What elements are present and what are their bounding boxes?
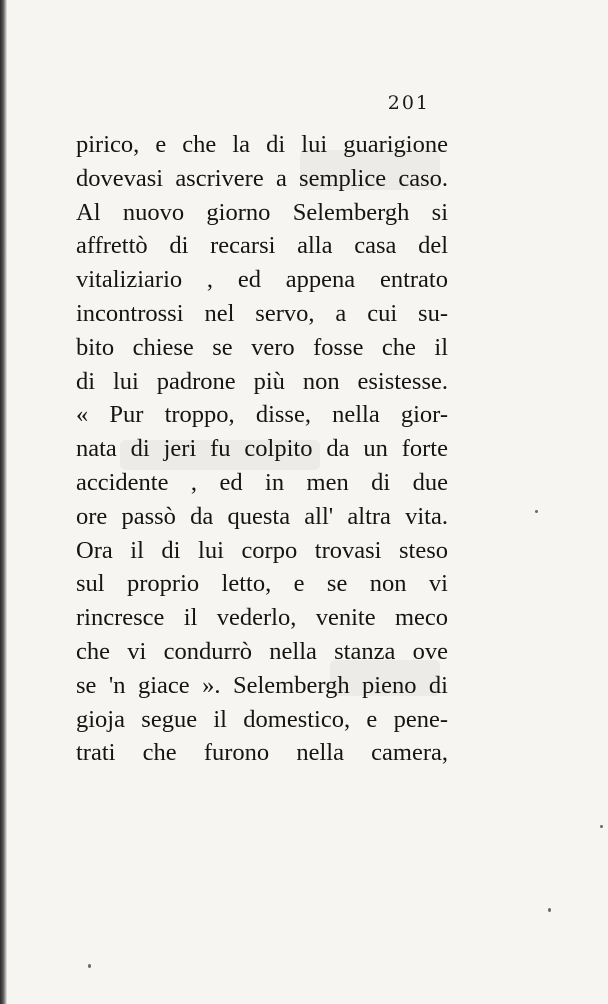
text-line: di lui padrone più non esistesse. <box>76 367 448 395</box>
paper-speck <box>88 964 91 968</box>
text-line: vitaliziario , ed appena entrato <box>76 266 448 294</box>
text-line: « Pur troppo, disse, nella gior- <box>76 401 448 429</box>
text-line: incontrossi nel servo, a cui su- <box>76 299 448 327</box>
paper-speck <box>600 825 603 828</box>
text-line: bito chiese se vero fosse che il <box>76 333 448 361</box>
text-line: Ora il di lui corpo trovasi steso <box>76 536 448 564</box>
text-line: Al nuovo giorno Selembergh si <box>76 198 448 226</box>
paper-speck <box>535 510 538 513</box>
text-line: gioja segue il domestico, e pene- <box>76 705 448 733</box>
text-line: dovevasi ascrivere a semplice caso. <box>76 164 448 192</box>
paper-speck <box>548 908 551 912</box>
page-number: 201 <box>387 92 430 114</box>
text-line: pirico, e che la di lui guarigione <box>76 131 448 158</box>
text-line: accidente , ed in men di due <box>76 468 448 496</box>
text-line: nata di jeri fu colpito da un forte <box>76 435 448 463</box>
text-line: trati che furono nella camera, <box>76 739 448 767</box>
text-line: rincresce il vederlo, venite meco <box>76 604 448 632</box>
text-line: affrettò di recarsi alla casa del <box>76 232 448 260</box>
text-line: sul proprio letto, e se non vi <box>76 570 448 598</box>
text-line: ore passò da questa all' altra vita. <box>76 502 448 530</box>
page-edge-shadow <box>0 0 7 1004</box>
text-line: se 'n giace ». Selembergh pieno di <box>76 671 448 699</box>
body-text <box>76 128 448 770</box>
text-line: che vi condurrò nella stanza ove <box>76 637 448 665</box>
